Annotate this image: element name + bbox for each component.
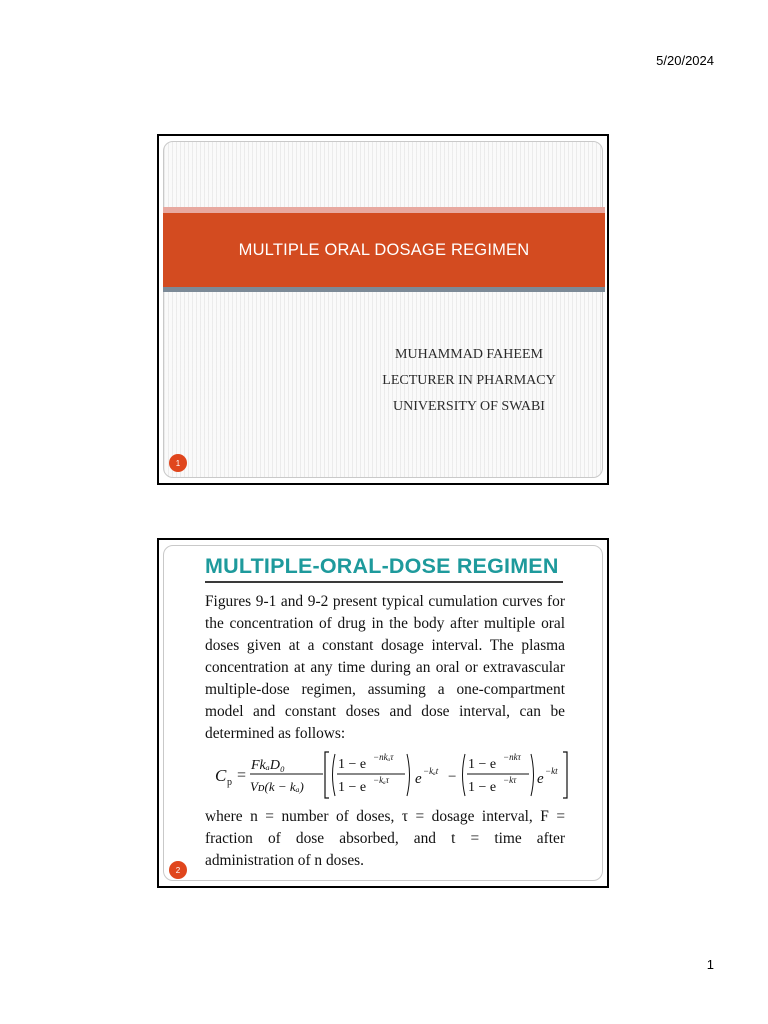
author-role: LECTURER IN PHARMACY: [382, 373, 556, 388]
formula-coef-num: FkₐD₀: [251, 758, 285, 773]
term2-num-exp: −nkτ: [503, 752, 521, 762]
author-affiliation: UNIVERSITY OF SWABI: [393, 399, 545, 414]
term2-den: 1 − e: [468, 780, 497, 795]
slide-number-badge: 1: [169, 454, 187, 472]
e2: e: [537, 771, 544, 787]
slide-1: [157, 134, 609, 485]
slide-2-where-text: [205, 806, 565, 872]
term2-den-exp: −kτ: [503, 775, 517, 785]
slide-2-title: MULTIPLE-ORAL-DOSE REGIMEN: [205, 554, 559, 578]
left-paren-2: [463, 754, 466, 796]
left-bracket: [325, 752, 329, 798]
term1-num-exp: −nkₐτ: [373, 752, 394, 762]
header-date: 5/20/2024: [656, 53, 714, 68]
term2-num: 1 − e: [468, 757, 497, 772]
term1-den-exp: −kₐτ: [373, 775, 389, 785]
where-text: where n = number of doses, τ = dosage interval, F = fraction of dose absorbed, and t = time after administration of n doses.: [205, 808, 565, 869]
slide-1-frame: [163, 141, 603, 478]
paragraph-text: Figures 9-1 and 9-2 present typical cumulation curves for the concentration of drug in the body after multiple oral doses given at a constant dosage interval. The plasma concentration at any time during an oral or extravascular multiple-dose regimen, assuming a one-compartment model and constant doses and dose interval, can be determined as follows:: [205, 593, 565, 742]
formula-lhs: C: [215, 766, 227, 785]
slide-1-title: MULTIPLE ORAL DOSAGE REGIMEN: [163, 213, 605, 287]
title-band-bottom-stripe: [163, 287, 605, 292]
page-number: 1: [706, 957, 714, 972]
slide-number-badge: 2: [169, 861, 187, 879]
formula-coef-den: Vᴅ(k − kₐ): [250, 779, 304, 794]
title-underline: [205, 581, 563, 583]
right-paren-2: [531, 754, 534, 796]
e2-exp: −kt: [545, 766, 558, 776]
slide-2: [157, 538, 609, 888]
svg-text:=: =: [237, 767, 247, 784]
concentration-formula: [211, 746, 571, 804]
right-bracket: [563, 752, 567, 798]
term1-den: 1 − e: [338, 780, 367, 795]
right-paren-1: [407, 754, 410, 796]
left-paren-1: [333, 754, 336, 796]
e1-exp: −kₐt: [423, 766, 439, 776]
slide-2-paragraph: [205, 591, 565, 745]
formula-lhs-sub: p: [227, 777, 232, 788]
formula-minus: −: [448, 769, 457, 785]
term1-num: 1 − e: [338, 757, 367, 772]
author-name: MUHAMMAD FAHEEM: [395, 347, 543, 362]
e1: e: [415, 771, 422, 787]
author-block: [369, 342, 569, 420]
